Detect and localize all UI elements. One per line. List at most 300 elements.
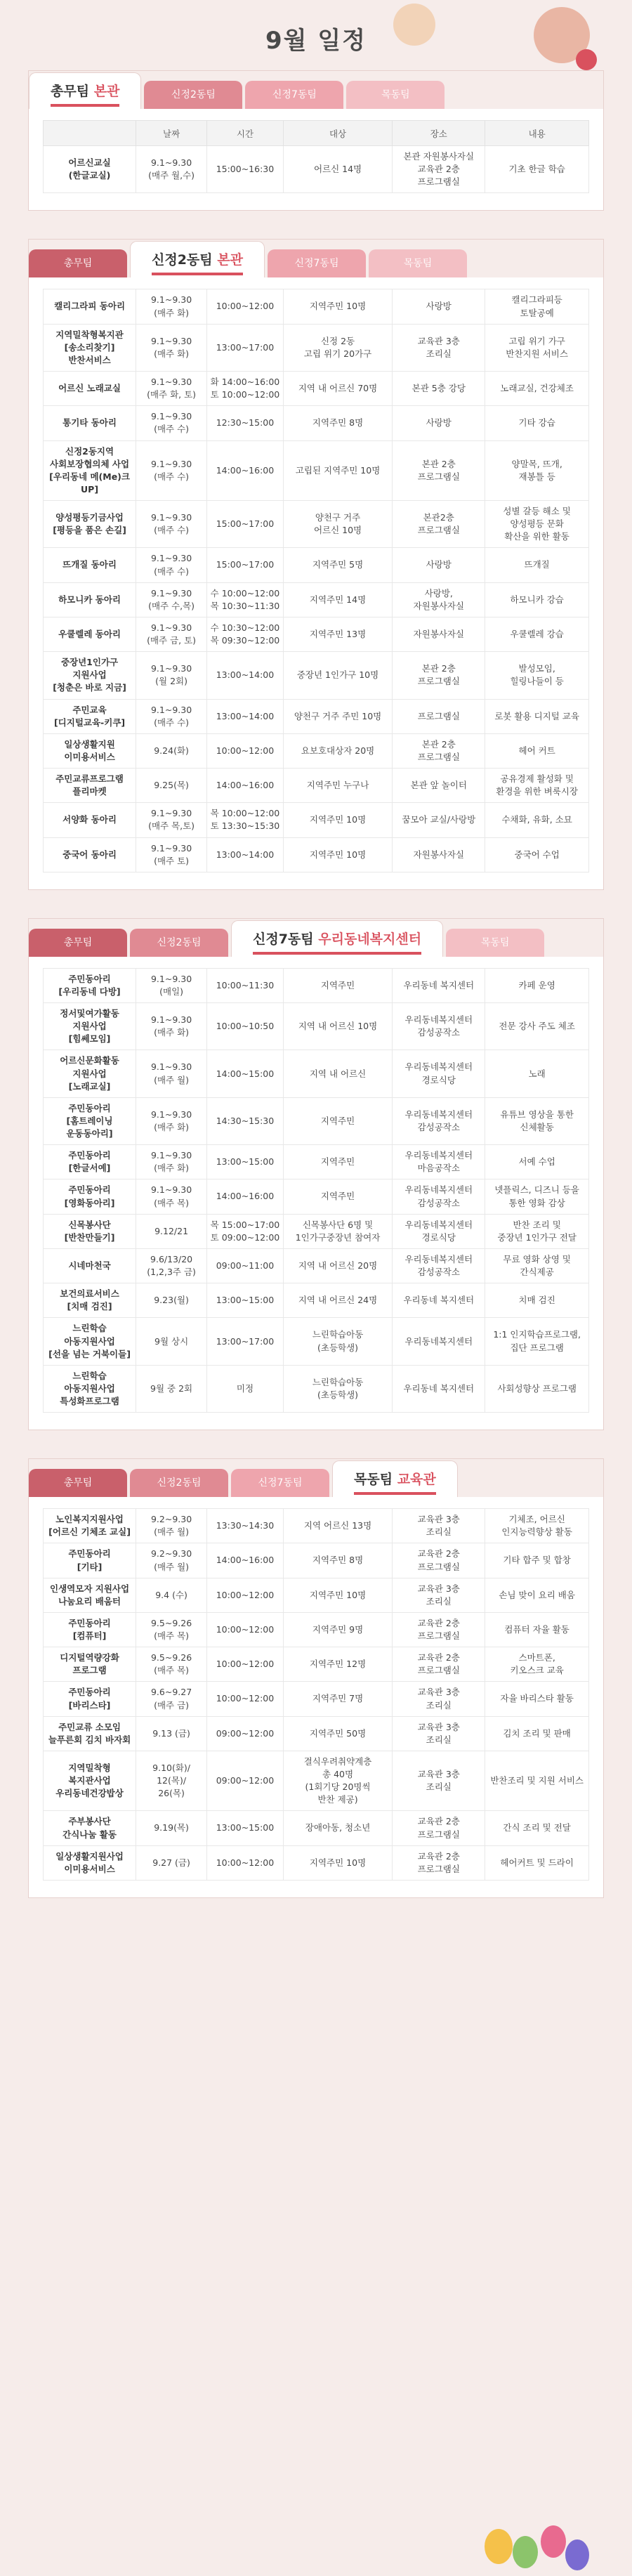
tab-0[interactable] bbox=[29, 929, 127, 957]
time-cell: 10:00~10:50 bbox=[207, 1003, 284, 1050]
table-row bbox=[44, 1682, 589, 1716]
target-cell: 지역주민 10명 bbox=[283, 1845, 392, 1880]
time-cell: 수 10:30~12:00 목 09:30~12:00 bbox=[207, 617, 284, 651]
program-name-cell: 정서및여가활동 지원사업 [힘쎄모임] bbox=[44, 1003, 136, 1050]
time-cell: 10:00~11:30 bbox=[207, 968, 284, 1002]
table-row bbox=[44, 617, 589, 651]
table-row bbox=[44, 1578, 589, 1612]
program-name-cell: 양성평등기금사업 [평등을 품은 손길] bbox=[44, 501, 136, 548]
content-cell: 중국어 수업 bbox=[485, 837, 589, 872]
place-cell: 교육관 3층 조리실 bbox=[393, 1682, 485, 1716]
table-row bbox=[44, 1248, 589, 1283]
balloon-deco bbox=[565, 2539, 589, 2570]
place-cell: 교육관 2층 프로그램실 bbox=[393, 1811, 485, 1845]
place-cell: 교육관 2층 프로그램실 bbox=[393, 1543, 485, 1578]
tab-2[interactable] bbox=[268, 249, 366, 277]
content-cell: 기타 합주 및 합창 bbox=[485, 1543, 589, 1578]
content-cell: 전문 강사 주도 체조 bbox=[485, 1003, 589, 1050]
time-cell: 10:00~12:00 bbox=[207, 1647, 284, 1682]
target-cell: 중장년 1인가구 10명 bbox=[283, 652, 392, 699]
target-cell: 지역 어르신 13명 bbox=[283, 1509, 392, 1543]
time-cell: 10:00~12:00 bbox=[207, 733, 284, 768]
time-cell: 09:00~12:00 bbox=[207, 1716, 284, 1751]
hero-header bbox=[0, 0, 632, 70]
table-row bbox=[44, 1845, 589, 1880]
target-cell: 지역 내 어르신 24명 bbox=[283, 1283, 392, 1318]
tab-label: 신정7동팀 bbox=[272, 89, 317, 100]
target-cell: 지역 내 어르신 bbox=[283, 1050, 392, 1097]
content-cell: 반찬조리 및 지원 서비스 bbox=[485, 1751, 589, 1811]
content-cell: 컴퓨터 자율 활동 bbox=[485, 1612, 589, 1647]
content-cell: 우쿨렐레 강습 bbox=[485, 617, 589, 651]
place-cell: 우리동네복지센터 감성공작소 bbox=[393, 1248, 485, 1283]
place-cell: 교육관 3층 조리실 bbox=[393, 1578, 485, 1612]
table-row bbox=[44, 968, 589, 1002]
section-s7 bbox=[28, 918, 604, 1430]
table-row bbox=[44, 1751, 589, 1811]
place-cell: 교육관 2층 프로그램실 bbox=[393, 1612, 485, 1647]
date-cell: 9.1~9.30 (매주 화) bbox=[136, 1003, 207, 1050]
program-name-cell: 주민교류 소모임 늘푸른회 김치 바자회 bbox=[44, 1716, 136, 1751]
table-row bbox=[44, 1283, 589, 1318]
date-cell: 9.1~9.30 (매일) bbox=[136, 968, 207, 1002]
program-name-cell: 디지털역량강화 프로그램 bbox=[44, 1647, 136, 1682]
tab-label: 총무팀 bbox=[63, 1477, 93, 1489]
balloon-deco bbox=[485, 2529, 513, 2564]
content-cell: 간식 조리 및 전달 bbox=[485, 1811, 589, 1845]
target-cell: 지역주민 50명 bbox=[283, 1716, 392, 1751]
program-name-cell: 주민동아리 [컴퓨터] bbox=[44, 1612, 136, 1647]
place-cell: 사랑방 bbox=[393, 548, 485, 582]
tab-1[interactable] bbox=[130, 929, 228, 957]
target-cell: 지역주민 bbox=[283, 1097, 392, 1144]
table-row bbox=[44, 1716, 589, 1751]
target-cell: 지역주민 8명 bbox=[283, 1543, 392, 1578]
table-row bbox=[44, 582, 589, 617]
program-name-cell: 통기타 동아리 bbox=[44, 406, 136, 440]
time-cell: 14:00~16:00 bbox=[207, 1543, 284, 1578]
program-name-cell: 하모니카 동아리 bbox=[44, 582, 136, 617]
tab-highlight: 본관 bbox=[217, 252, 243, 268]
place-cell: 우리동네복지센터 bbox=[393, 1318, 485, 1365]
time-cell: 13:00~14:00 bbox=[207, 837, 284, 872]
program-name-cell: 어르신문화활동 지원사업 [노래교실] bbox=[44, 1050, 136, 1097]
content-cell: 양말목, 뜨개, 재봉틀 등 bbox=[485, 440, 589, 501]
time-cell: 화 14:00~16:00 토 10:00~12:00 bbox=[207, 372, 284, 406]
target-cell: 지역주민 14명 bbox=[283, 582, 392, 617]
program-name-cell: 느린학습 아동지원사업 특성화프로그램 bbox=[44, 1365, 136, 1412]
tab-0[interactable] bbox=[29, 72, 141, 109]
table-row bbox=[44, 652, 589, 699]
time-cell: 14:00~16:00 bbox=[207, 1179, 284, 1214]
place-cell: 자원봉사자실 bbox=[393, 837, 485, 872]
date-cell: 9.1~9.30 (매주 목,토) bbox=[136, 803, 207, 837]
target-cell: 지역주민 8명 bbox=[283, 406, 392, 440]
place-cell: 사랑방 bbox=[393, 289, 485, 324]
table-row bbox=[44, 803, 589, 837]
date-cell: 9.6~9.27 (매주 금) bbox=[136, 1682, 207, 1716]
date-cell: 9.5~9.26 (매주 목) bbox=[136, 1612, 207, 1647]
time-cell: 13:00~15:00 bbox=[207, 1811, 284, 1845]
content-cell: 공유경제 활성화 및 환경을 위한 벼룩시장 bbox=[485, 769, 589, 803]
target-cell: 지역 내 어르신 70명 bbox=[283, 372, 392, 406]
time-cell: 15:00~16:30 bbox=[207, 146, 284, 193]
tab-underline bbox=[354, 1492, 436, 1495]
date-cell: 9.2~9.30 (매주 월) bbox=[136, 1509, 207, 1543]
content-cell: 서예 수업 bbox=[485, 1145, 589, 1179]
date-cell: 9.1~9.30 (매주 월,수) bbox=[136, 146, 207, 193]
date-cell: 9.1~9.30 (매주 화) bbox=[136, 289, 207, 324]
content-cell: 노래교실, 건강체조 bbox=[485, 372, 589, 406]
time-cell: 13:00~17:00 bbox=[207, 324, 284, 371]
time-cell: 미정 bbox=[207, 1365, 284, 1412]
program-name-cell: 노인복지지원사업 [어르신 기체조 교실] bbox=[44, 1509, 136, 1543]
time-cell: 14:00~16:00 bbox=[207, 769, 284, 803]
time-cell: 09:00~12:00 bbox=[207, 1751, 284, 1811]
place-cell: 사랑방, 자원봉사자실 bbox=[393, 582, 485, 617]
tab-3[interactable] bbox=[369, 249, 467, 277]
target-cell: 지역주민 10명 bbox=[283, 837, 392, 872]
time-cell: 10:00~12:00 bbox=[207, 1612, 284, 1647]
content-cell: 기타 강습 bbox=[485, 406, 589, 440]
date-cell: 9.1~9.30 (월 2회) bbox=[136, 652, 207, 699]
table-row bbox=[44, 1509, 589, 1543]
program-name-cell: 뜨개질 동아리 bbox=[44, 548, 136, 582]
table-row bbox=[44, 1543, 589, 1578]
program-name-cell: 일상생활지원사업 이미용서비스 bbox=[44, 1845, 136, 1880]
schedule-table bbox=[43, 968, 589, 1413]
table-row bbox=[44, 372, 589, 406]
content-cell: 기초 한글 학습 bbox=[485, 146, 589, 193]
target-cell: 신정 2동 고립 위기 20가구 bbox=[283, 324, 392, 371]
program-name-cell: 느린학습 아동지원사업 [선을 넘는 거북이들] bbox=[44, 1318, 136, 1365]
place-cell: 우리동네복지센터 경로식당 bbox=[393, 1214, 485, 1248]
date-cell: 9.23(월) bbox=[136, 1283, 207, 1318]
tab-highlight: 우리동네복지센터 bbox=[318, 931, 422, 947]
target-cell: 신목봉사단 6명 및 1인가구중장년 참여자 bbox=[283, 1214, 392, 1248]
tab-highlight: 교육관 bbox=[397, 1472, 436, 1488]
date-cell: 9.5~9.26 (매주 목) bbox=[136, 1647, 207, 1682]
place-cell: 본관 앞 놀이터 bbox=[393, 769, 485, 803]
place-cell: 우리동네복지센터 마음공작소 bbox=[393, 1145, 485, 1179]
date-cell: 9.1~9.30 (매주 화) bbox=[136, 1145, 207, 1179]
target-cell: 어르신 14명 bbox=[283, 146, 392, 193]
table-row bbox=[44, 1003, 589, 1050]
time-cell: 10:00~12:00 bbox=[207, 1578, 284, 1612]
place-cell: 교육관 3층 조리실 bbox=[393, 1751, 485, 1811]
balloon-deco bbox=[513, 2536, 538, 2568]
content-cell: 고립 위기 가구 반찬지원 서비스 bbox=[485, 324, 589, 371]
place-cell: 교육관 3층 조리실 bbox=[393, 1716, 485, 1751]
tab-label: 목동팀 bbox=[354, 1472, 397, 1488]
column-header: 장소 bbox=[393, 121, 485, 146]
date-cell: 9.1~9.30 (매주 목) bbox=[136, 1179, 207, 1214]
content-cell: 성별 갈등 해소 및 양성평등 문화 확산을 위한 활동 bbox=[485, 501, 589, 548]
program-name-cell: 지역밀착형복지관 [송소리찾기] 반찬서비스 bbox=[44, 324, 136, 371]
date-cell: 9.1~9.30 (매주 금, 토) bbox=[136, 617, 207, 651]
time-cell: 15:00~17:00 bbox=[207, 548, 284, 582]
date-cell: 9.1~9.30 (매주 화, 토) bbox=[136, 372, 207, 406]
target-cell: 지역주민 10명 bbox=[283, 803, 392, 837]
place-cell: 꿈모아 교실/사랑방 bbox=[393, 803, 485, 837]
table-row bbox=[44, 1647, 589, 1682]
deco-circle-left bbox=[393, 4, 435, 46]
table-row bbox=[44, 1365, 589, 1412]
table-row bbox=[44, 548, 589, 582]
tab-label: 신정7동팀 bbox=[258, 1477, 303, 1489]
time-cell: 13:30~14:30 bbox=[207, 1509, 284, 1543]
time-cell: 10:00~12:00 bbox=[207, 1682, 284, 1716]
content-cell: 1:1 인지학습프로그램, 집단 프로그램 bbox=[485, 1318, 589, 1365]
table-row bbox=[44, 440, 589, 501]
place-cell: 우리동네 복지센터 bbox=[393, 968, 485, 1002]
program-name-cell: 중국어 동아리 bbox=[44, 837, 136, 872]
content-cell: 로봇 활용 디지털 교육 bbox=[485, 699, 589, 733]
time-cell: 13:00~15:00 bbox=[207, 1145, 284, 1179]
section-s2 bbox=[28, 239, 604, 889]
target-cell: 양천구 거주 주민 10명 bbox=[283, 699, 392, 733]
program-name-cell: 우쿨렐레 동아리 bbox=[44, 617, 136, 651]
team-tabs bbox=[29, 71, 603, 109]
tab-2[interactable] bbox=[245, 81, 343, 109]
tab-label: 총무팀 bbox=[63, 936, 93, 948]
table-row bbox=[44, 324, 589, 371]
time-cell: 13:00~14:00 bbox=[207, 699, 284, 733]
content-cell: 치매 검진 bbox=[485, 1283, 589, 1318]
schedule-table bbox=[43, 289, 589, 872]
content-cell: 반찬 조리 및 중장년 1인가구 전달 bbox=[485, 1214, 589, 1248]
place-cell: 본관 자원봉사자실 교육관 2층 프로그램실 bbox=[393, 146, 485, 193]
date-cell: 9.1~9.30 (매주 수,목) bbox=[136, 582, 207, 617]
column-header: 시간 bbox=[207, 121, 284, 146]
place-cell: 본관 2층 프로그램실 bbox=[393, 733, 485, 768]
time-cell: 10:00~12:00 bbox=[207, 289, 284, 324]
time-cell: 13:00~17:00 bbox=[207, 1318, 284, 1365]
date-cell: 9월 상시 bbox=[136, 1318, 207, 1365]
target-cell: 지역주민 10명 bbox=[283, 1578, 392, 1612]
place-cell: 교육관 3층 조리실 bbox=[393, 324, 485, 371]
tab-label: 신정2동팀 bbox=[171, 89, 216, 100]
table-row bbox=[44, 1318, 589, 1365]
tab-underline bbox=[253, 952, 421, 955]
column-header: 내용 bbox=[485, 121, 589, 146]
program-name-cell: 주민동아리 [홈트레이닝 운동동아리] bbox=[44, 1097, 136, 1144]
target-cell: 지역주민 bbox=[283, 1179, 392, 1214]
content-cell: 스마트폰, 키오스크 교육 bbox=[485, 1647, 589, 1682]
target-cell: 지역주민 13명 bbox=[283, 617, 392, 651]
program-name-cell: 주민동아리 [한글서예] bbox=[44, 1145, 136, 1179]
program-name-cell: 주민교육 [디지털교육-키쿠] bbox=[44, 699, 136, 733]
program-name-cell: 주민동아리 [바리스타] bbox=[44, 1682, 136, 1716]
place-cell: 프로그램실 bbox=[393, 699, 485, 733]
target-cell: 지역주민 bbox=[283, 968, 392, 1002]
table-row bbox=[44, 1612, 589, 1647]
time-cell: 목 15:00~17:00 토 09:00~12:00 bbox=[207, 1214, 284, 1248]
table-row bbox=[44, 501, 589, 548]
program-name-cell: 서양화 동아리 bbox=[44, 803, 136, 837]
tab-2[interactable] bbox=[231, 920, 443, 957]
place-cell: 우리동네 복지센터 bbox=[393, 1365, 485, 1412]
tab-underline bbox=[152, 273, 243, 275]
tab-2[interactable] bbox=[231, 1469, 329, 1497]
date-cell: 9.1~9.30 (매주 화) bbox=[136, 324, 207, 371]
date-cell: 9.1~9.30 (매주 수) bbox=[136, 699, 207, 733]
time-cell: 10:00~12:00 bbox=[207, 1845, 284, 1880]
section-md bbox=[28, 1458, 604, 1898]
target-cell: 장애아동, 청소년 bbox=[283, 1811, 392, 1845]
target-cell: 느린학습아동 (초등학생) bbox=[283, 1365, 392, 1412]
time-cell: 수 10:00~12:00 목 10:30~11:30 bbox=[207, 582, 284, 617]
place-cell: 우리동네복지센터 감성공작소 bbox=[393, 1003, 485, 1050]
place-cell: 본관 2층 프로그램실 bbox=[393, 440, 485, 501]
tab-label: 신정7동팀 bbox=[294, 258, 339, 270]
program-name-cell: 보건의료서비스 [치매 검진] bbox=[44, 1283, 136, 1318]
schedule-table bbox=[43, 1508, 589, 1881]
program-name-cell: 중장년1인가구 지원사업 [청춘은 바로 지금] bbox=[44, 652, 136, 699]
target-cell: 지역 내 어르신 10명 bbox=[283, 1003, 392, 1050]
tab-underline bbox=[51, 104, 119, 107]
date-cell: 9.6/13/20 (1,2,3주 금) bbox=[136, 1248, 207, 1283]
target-cell: 지역주민 bbox=[283, 1145, 392, 1179]
program-name-cell: 신목봉사단 [반찬만들기] bbox=[44, 1214, 136, 1248]
program-name-cell: 주민동아리 [기타] bbox=[44, 1543, 136, 1578]
place-cell: 교육관 2층 프로그램실 bbox=[393, 1647, 485, 1682]
target-cell: 지역주민 10명 bbox=[283, 289, 392, 324]
target-cell: 지역주민 5명 bbox=[283, 548, 392, 582]
table-row bbox=[44, 1214, 589, 1248]
date-cell: 9.1~9.30 (매주 수) bbox=[136, 501, 207, 548]
date-cell: 9.1~9.30 (매주 수) bbox=[136, 406, 207, 440]
tab-highlight: 본관 bbox=[93, 84, 120, 99]
program-name-cell: 인생역모자 지원사업 나눔요리 배움터 bbox=[44, 1578, 136, 1612]
tab-label: 목동팀 bbox=[480, 936, 510, 948]
place-cell: 사랑방 bbox=[393, 406, 485, 440]
tab-label: 신정7동팀 bbox=[253, 931, 319, 947]
content-cell: 김치 조리 및 판매 bbox=[485, 1716, 589, 1751]
tab-0[interactable] bbox=[29, 249, 127, 277]
tab-1[interactable] bbox=[144, 81, 242, 109]
time-cell: 09:00~11:00 bbox=[207, 1248, 284, 1283]
table-row bbox=[44, 289, 589, 324]
table-row bbox=[44, 1097, 589, 1144]
table-row bbox=[44, 733, 589, 768]
table-row bbox=[44, 699, 589, 733]
target-cell: 양천구 거주 어르신 10명 bbox=[283, 501, 392, 548]
deco-circle-accent bbox=[576, 49, 597, 70]
team-tabs bbox=[29, 240, 603, 277]
content-cell: 기체조, 어르신 인지능력향상 활동 bbox=[485, 1509, 589, 1543]
program-name-cell: 시네마천국 bbox=[44, 1248, 136, 1283]
schedule-sections bbox=[0, 70, 632, 1898]
place-cell: 우리동네복지센터 감성공작소 bbox=[393, 1097, 485, 1144]
place-cell: 교육관 3층 조리실 bbox=[393, 1509, 485, 1543]
section-hq bbox=[28, 70, 604, 211]
time-cell: 12:30~15:00 bbox=[207, 406, 284, 440]
tab-label: 신정2동팀 bbox=[157, 936, 202, 948]
time-cell: 14:30~15:30 bbox=[207, 1097, 284, 1144]
table-row bbox=[44, 837, 589, 872]
tab-label: 신정2동팀 bbox=[157, 1477, 202, 1489]
content-cell: 카페 운영 bbox=[485, 968, 589, 1002]
place-cell: 교육관 2층 프로그램실 bbox=[393, 1845, 485, 1880]
tab-label: 총무팀 bbox=[51, 84, 94, 99]
place-cell: 본관 2층 프로그램실 bbox=[393, 652, 485, 699]
content-cell: 헤어 커트 bbox=[485, 733, 589, 768]
content-cell: 유튜브 영상을 통한 신체활동 bbox=[485, 1097, 589, 1144]
tab-label: 목동팀 bbox=[403, 258, 433, 270]
balloon-deco bbox=[541, 2525, 566, 2558]
tab-3[interactable] bbox=[346, 81, 445, 109]
target-cell: 결식우려취약계층 총 40명 (1회기당 20명씩 반찬 제공) bbox=[283, 1751, 392, 1811]
date-cell: 9.2~9.30 (매주 월) bbox=[136, 1543, 207, 1578]
content-cell: 노래 bbox=[485, 1050, 589, 1097]
date-cell: 9.10(화)/ 12(목)/ 26(목) bbox=[136, 1751, 207, 1811]
date-cell: 9.13 (금) bbox=[136, 1716, 207, 1751]
column-header: 대상 bbox=[283, 121, 392, 146]
place-cell: 본관2층 프로그램실 bbox=[393, 501, 485, 548]
content-cell: 자율 바리스타 활동 bbox=[485, 1682, 589, 1716]
tab-0[interactable] bbox=[29, 1469, 127, 1497]
target-cell: 지역주민 누구나 bbox=[283, 769, 392, 803]
program-name-cell: 주민동아리 [영화동아리] bbox=[44, 1179, 136, 1214]
time-cell: 15:00~17:00 bbox=[207, 501, 284, 548]
date-cell: 9.24(화) bbox=[136, 733, 207, 768]
target-cell: 지역주민 7명 bbox=[283, 1682, 392, 1716]
table-row bbox=[44, 1179, 589, 1214]
team-tabs bbox=[29, 919, 603, 957]
place-cell: 우리동네복지센터 감성공작소 bbox=[393, 1179, 485, 1214]
program-name-cell: 신정2동지역 사회보장협의체 사업 [우리동네 메(Me)크 UP] bbox=[44, 440, 136, 501]
program-name-cell: 어르신교실 (한글교실) bbox=[44, 146, 136, 193]
program-name-cell: 일상생활지원 이미용서비스 bbox=[44, 733, 136, 768]
content-cell: 넷플릭스, 디즈니 등을 통한 영화 감상 bbox=[485, 1179, 589, 1214]
date-cell: 9.19(목) bbox=[136, 1811, 207, 1845]
program-name-cell: 캘리그라피 동아리 bbox=[44, 289, 136, 324]
column-header bbox=[44, 121, 136, 146]
table-row bbox=[44, 146, 589, 193]
target-cell: 느린학습아동 (초등학생) bbox=[283, 1318, 392, 1365]
time-cell: 목 10:00~12:00 토 13:30~15:30 bbox=[207, 803, 284, 837]
content-cell: 캘리그라피등 토탈공예 bbox=[485, 289, 589, 324]
date-cell: 9.25(목) bbox=[136, 769, 207, 803]
content-cell: 뜨개질 bbox=[485, 548, 589, 582]
page-title: 9월 일정 bbox=[265, 27, 367, 55]
content-cell: 손님 맞이 요리 배움 bbox=[485, 1578, 589, 1612]
date-cell: 9.1~9.30 (매주 월) bbox=[136, 1050, 207, 1097]
tab-3[interactable] bbox=[332, 1460, 458, 1497]
date-cell: 9.1~9.30 (매주 수) bbox=[136, 548, 207, 582]
column-header: 날짜 bbox=[136, 121, 207, 146]
date-cell: 9.1~9.30 (매주 화) bbox=[136, 1097, 207, 1144]
tab-1[interactable] bbox=[130, 1469, 228, 1497]
tab-3[interactable] bbox=[446, 929, 544, 957]
content-cell: 헤어커트 및 드라이 bbox=[485, 1845, 589, 1880]
tab-1[interactable] bbox=[130, 241, 265, 277]
table-row bbox=[44, 1811, 589, 1845]
date-cell: 9.1~9.30 (매주 토) bbox=[136, 837, 207, 872]
date-cell: 9.1~9.30 (매주 수) bbox=[136, 440, 207, 501]
table-row bbox=[44, 1145, 589, 1179]
date-cell: 9월 중 2회 bbox=[136, 1365, 207, 1412]
team-tabs bbox=[29, 1459, 603, 1497]
target-cell: 고립된 지역주민 10명 bbox=[283, 440, 392, 501]
program-name-cell: 주민교류프로그램 플리마켓 bbox=[44, 769, 136, 803]
target-cell: 지역 내 어르신 20명 bbox=[283, 1248, 392, 1283]
table-row bbox=[44, 406, 589, 440]
table-row bbox=[44, 769, 589, 803]
time-cell: 14:00~16:00 bbox=[207, 440, 284, 501]
place-cell: 우리동네 복지센터 bbox=[393, 1283, 485, 1318]
